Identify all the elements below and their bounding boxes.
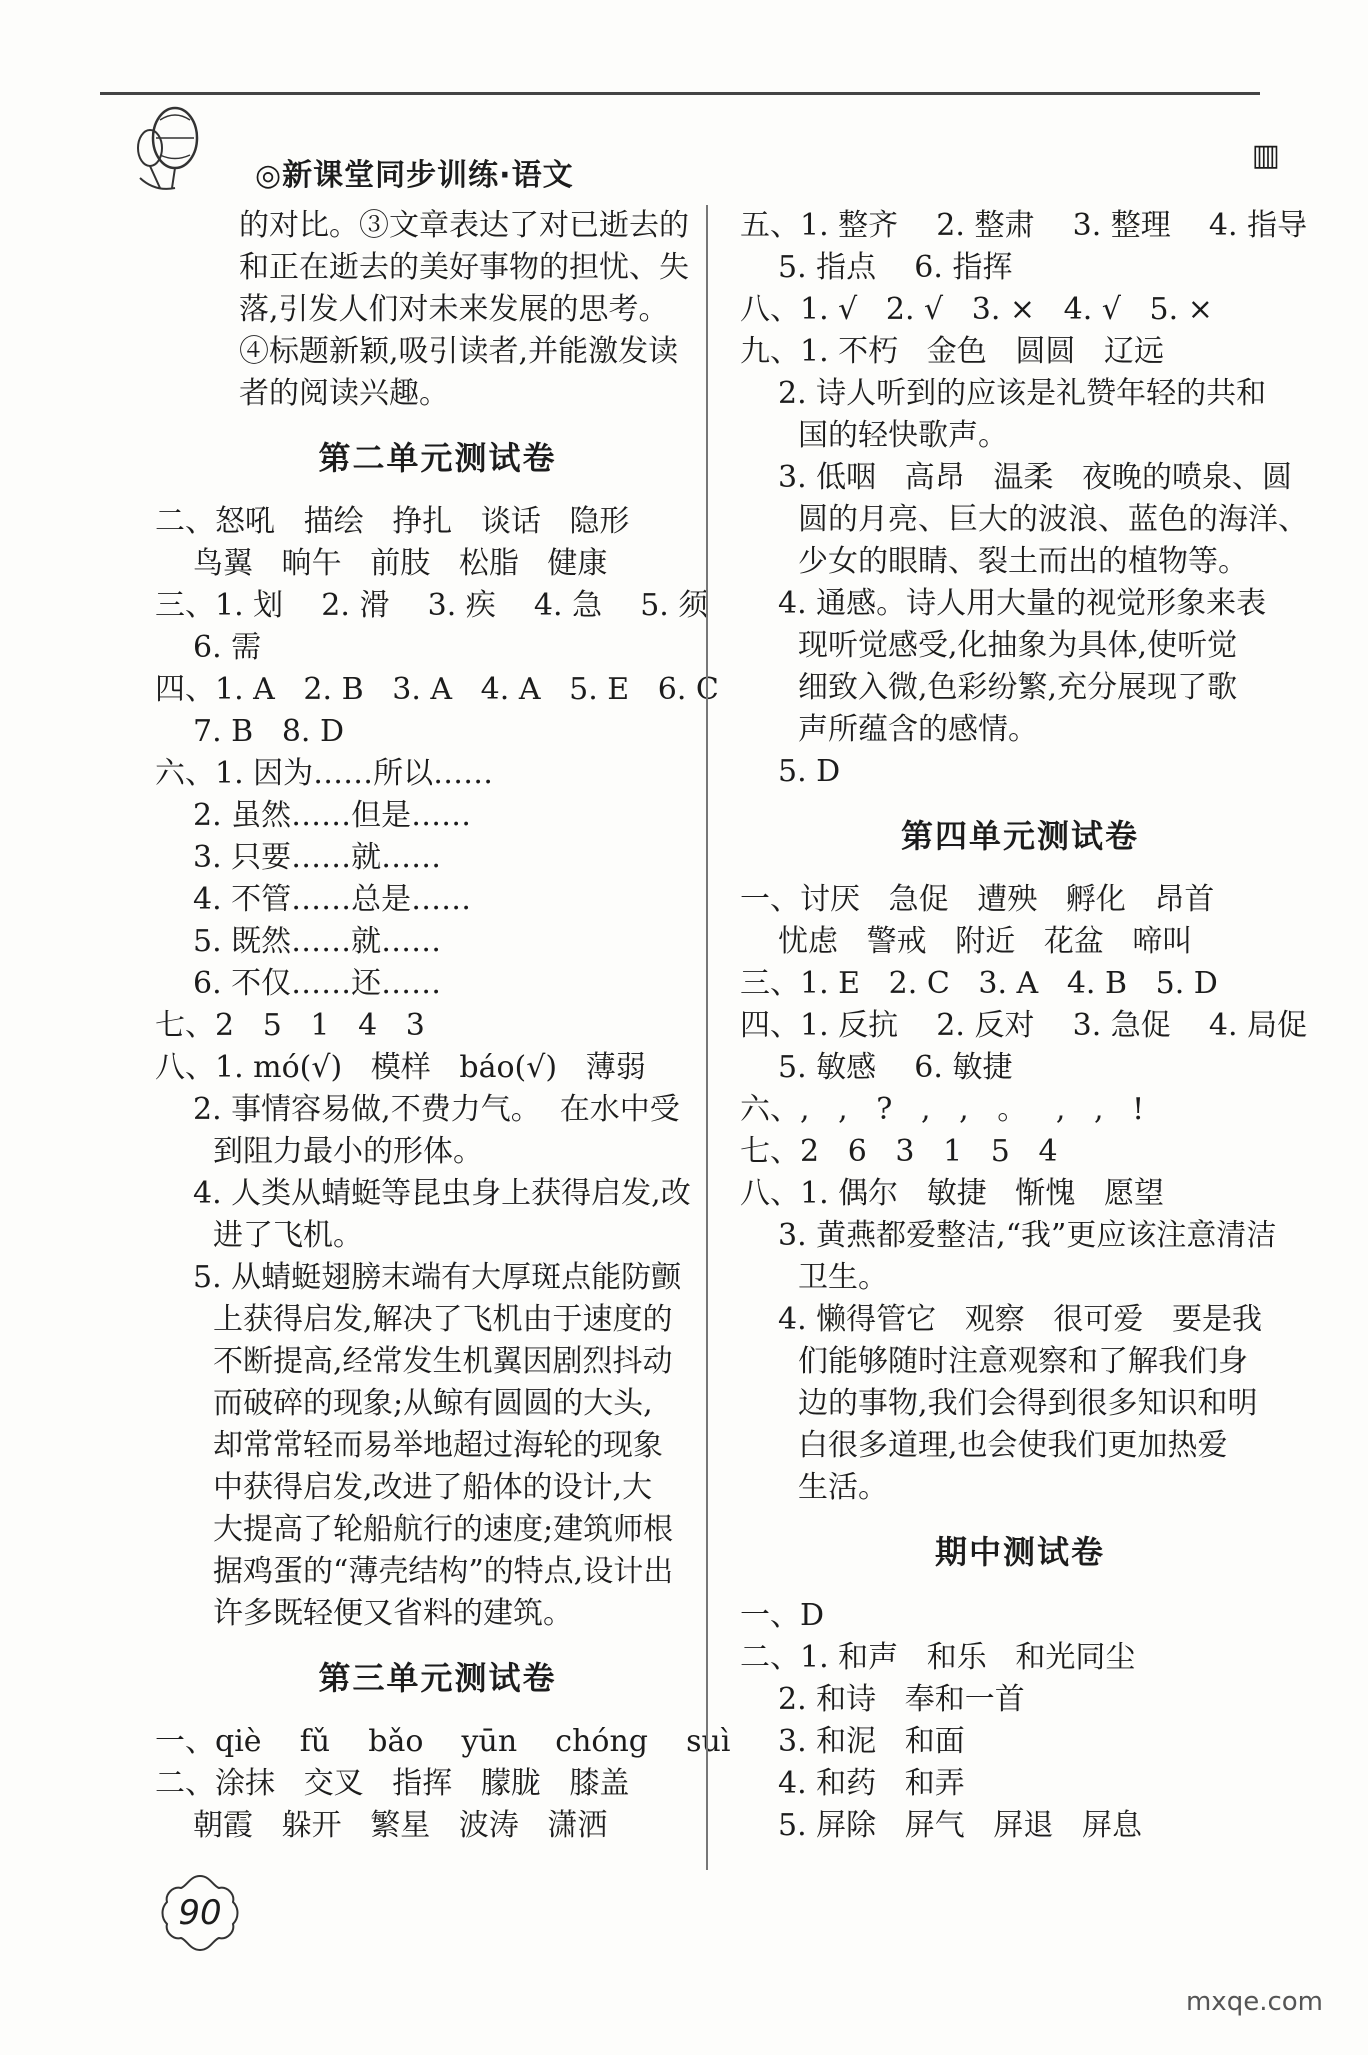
answer-line: 鸟翼 晌午 前肢 松脂 健康	[193, 546, 608, 581]
left-column	[155, 205, 731, 1847]
answer-line: 3. 低咽 高昂 温柔 夜晚的喷泉、圆	[778, 460, 1292, 495]
answer-line: 声所蕴含的感情。	[798, 712, 1038, 747]
answer-line: 一、D	[740, 1598, 825, 1633]
answer-line: 圆的月亮、巨大的波浪、蓝色的海洋、	[798, 502, 1308, 537]
answer-line: 八、1. √ 2. √ 3. × 4. √ 5. ×	[740, 292, 1213, 327]
answer-line: 据鸡蛋的“薄壳结构”的特点,设计出	[213, 1554, 674, 1589]
answer-line: 4. 不管……总是……	[193, 882, 472, 917]
answer-line: 5. D	[778, 754, 841, 789]
header-title: ◎新课堂同步训练·语文	[255, 158, 574, 193]
answer-line: 六、, , ? , , 。 , , !	[740, 1092, 1145, 1127]
answer-line: 而破碎的现象;从鲸有圆圆的大头,	[213, 1386, 653, 1421]
answer-line: 七、2 6 3 1 5 4	[740, 1134, 1058, 1169]
header-divider	[100, 92, 1260, 95]
answer-line: 4. 人类从蜻蜓等昆虫身上获得启发,改	[193, 1176, 691, 1211]
answer-line: 生活。	[798, 1470, 888, 1505]
answer-line: 四、1. 反抗 2. 反对 3. 急促 4. 局促	[740, 1008, 1308, 1043]
answer-line: 3. 黄燕都爱整洁,“我”更应该注意清洁	[778, 1218, 1277, 1253]
column-divider	[706, 205, 708, 1870]
answer-line: 落,引发人们对未来发展的思考。	[239, 292, 669, 327]
answer-line: 和正在逝去的美好事物的担忧、失	[239, 250, 689, 285]
answer-line: 卫生。	[798, 1260, 888, 1295]
answer-line: 中获得启发,改进了船体的设计,大	[213, 1470, 653, 1505]
answer-line: 3. 只要……就……	[193, 840, 442, 875]
answer-line: 三、1. 划 2. 滑 3. 疾 4. 急 5. 须	[155, 588, 709, 623]
balloon-icon	[130, 100, 250, 195]
answer-line: 朝霞 躲开 繁星 波涛 潇洒	[193, 1808, 608, 1843]
answer-line: 八、1. mó(√) 模样 báo(√) 薄弱	[155, 1050, 646, 1085]
answer-line: 进了飞机。	[213, 1218, 363, 1253]
answer-line: 3. 和泥 和面	[778, 1724, 965, 1759]
answer-line: 5. 既然……就……	[193, 924, 442, 959]
watermark	[1178, 1945, 1348, 2035]
page-header	[130, 100, 1280, 200]
answer-line: 国的轻快歌声。	[798, 418, 1008, 453]
watermark-text: mxqe.com	[1185, 1987, 1323, 2017]
answer-line: 六、1. 因为……所以……	[155, 756, 494, 791]
answer-line: 少女的眼睛、裂土而出的植物等。	[798, 544, 1248, 579]
answer-line: 5. 指点 6. 指挥	[778, 250, 1013, 285]
right-column	[740, 205, 1308, 1847]
answer-line: 4. 懒得管它 观察 很可爱 要是我	[778, 1302, 1262, 1337]
answer-line: 二、怒吼 描绘 挣扎 谈话 隐形	[155, 504, 630, 539]
answer-line: 一、讨厌 急促 遭殃 孵化 昂首	[740, 882, 1215, 917]
answer-line: 边的事物,我们会得到很多知识和明	[798, 1386, 1258, 1421]
page-number: 90	[178, 1893, 222, 1933]
section-heading: 第二单元测试卷	[318, 439, 557, 477]
answer-line: 5. 敏感 6. 敏捷	[778, 1050, 1013, 1085]
answer-line: 九、1. 不朽 金色 圆圆 辽远	[740, 334, 1164, 369]
answer-line: 四、1. A 2. B 3. A 4. A 5. E 6. C	[155, 672, 719, 707]
answer-line: 4. 和药 和弄	[778, 1766, 965, 1801]
answer-line: 大提高了轮船航行的速度;建筑师根	[213, 1512, 674, 1547]
answer-line: 6. 需	[193, 630, 262, 665]
answer-line: 细致入微,色彩纷繁,充分展现了歌	[798, 670, 1238, 705]
answer-line: 的对比。③文章表达了对已逝去的	[239, 208, 689, 243]
answer-line: 4. 通感。诗人用大量的视觉形象来表	[778, 586, 1267, 621]
answer-line: 许多既轻便又省料的建筑。	[213, 1596, 573, 1631]
answer-line: 白很多道理,也会使我们更加热爱	[798, 1428, 1228, 1463]
answer-line: 到阻力最小的形体。	[213, 1134, 483, 1169]
section-heading: 第三单元测试卷	[318, 1659, 557, 1697]
answer-line: 2. 虽然……但是……	[193, 798, 472, 833]
answer-line: 现听觉感受,化抽象为具体,使听觉	[798, 628, 1238, 663]
answer-line: 忧虑 警戒 附近 花盆 啼叫	[778, 924, 1193, 959]
answer-line: 5. 从蜻蜓翅膀末端有大厚斑点能防颤	[193, 1260, 682, 1295]
answer-line: 2. 事情容易做,不费力气。 在水中受	[193, 1092, 680, 1127]
answer-line: 6. 不仅……还……	[193, 966, 442, 1001]
answer-line: 二、涂抹 交叉 指挥 朦胧 膝盖	[155, 1766, 630, 1801]
answer-line: ④标题新颖,吸引读者,并能激发读	[239, 334, 679, 369]
section-heading: 期中测试卷	[934, 1533, 1105, 1571]
answer-line: 三、1. E 2. C 3. A 4. B 5. D	[740, 966, 1218, 1001]
answer-line: 五、1. 整齐 2. 整肃 3. 整理 4. 指导	[740, 208, 1308, 243]
answer-line: 上获得启发,解决了飞机由于速度的	[213, 1302, 673, 1337]
answer-line: 们能够随时注意观察和了解我们身	[798, 1344, 1248, 1379]
corner-badge-icon: ▥	[1251, 138, 1280, 173]
answer-line: 者的阅读兴趣。	[239, 376, 449, 411]
answer-line: 一、qiè fǔ bǎo yūn chóng suì	[155, 1724, 731, 1759]
answer-line: 2. 和诗 奉和一首	[778, 1682, 1025, 1717]
answer-line: 2. 诗人听到的应该是礼赞年轻的共和	[778, 376, 1267, 411]
answer-line: 二、1. 和声 和乐 和光同尘	[740, 1640, 1136, 1675]
section-heading: 第四单元测试卷	[900, 817, 1139, 855]
answer-line: 7. B 8. D	[193, 714, 345, 749]
answer-line: 八、1. 偶尔 敏捷 惭愧 愿望	[740, 1176, 1164, 1211]
answer-line: 却常常轻而易举地超过海轮的现象	[213, 1428, 663, 1463]
page-number-badge	[155, 1868, 245, 1958]
answer-line: 七、2 5 1 4 3	[155, 1008, 425, 1043]
answer-line: 不断提高,经常发生机翼因剧烈抖动	[213, 1344, 673, 1379]
answer-line: 5. 屏除 屏气 屏退 屏息	[778, 1808, 1142, 1843]
